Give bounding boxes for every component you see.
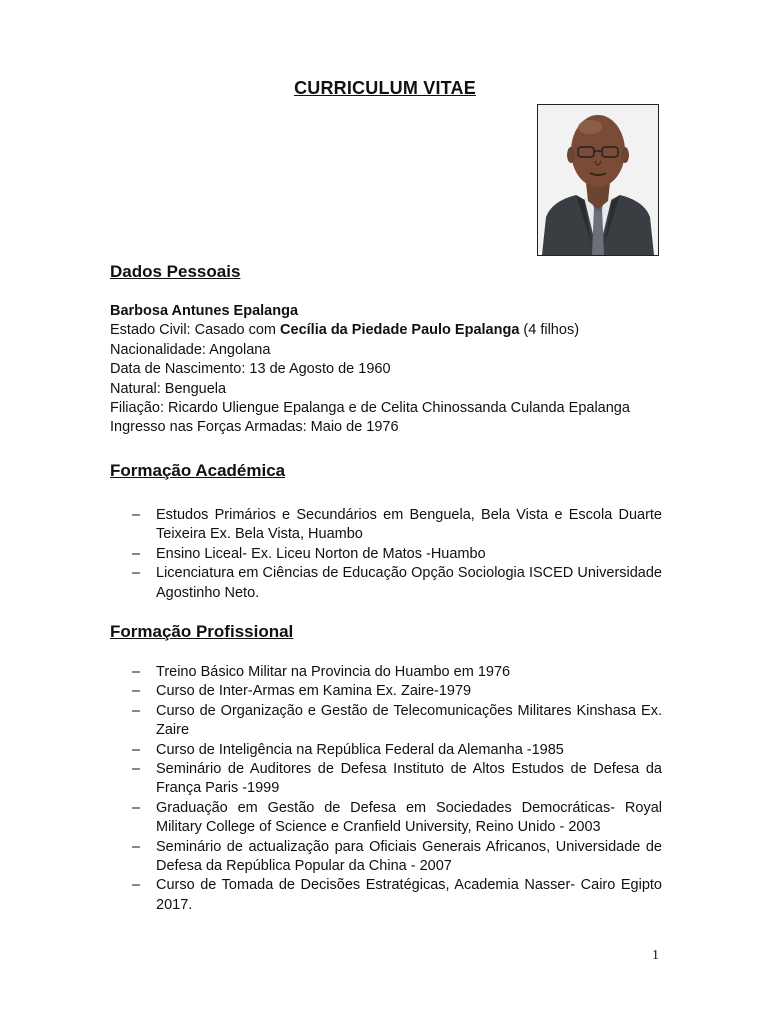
list-item: – Treino Básico Militar na Provincia do Huambo em 1976 [110, 663, 662, 682]
person-name: Barbosa Antunes Epalanga [110, 303, 299, 319]
list-item: – Curso de Inter-Armas em Kamina Ex. Zaire-1979 [110, 682, 662, 701]
document-title: CURRICULUM VITAE [294, 78, 476, 98]
list-item: – Licenciatura em Ciências de Educação Opção Sociologia ISCED Universidade Agostinho Neto. [110, 564, 662, 603]
professional-list-container [110, 663, 662, 915]
list-item: – Curso de Organização e Gestão de Telecomunicações Militares Kinshasa Ex. Zaire [110, 702, 662, 741]
list-item: – Curso de Tomada de Decisões Estratégicas, Academia Nasser- Cairo Egipto 2017. [110, 876, 662, 915]
list-item: – Estudos Primários e Secundários em Benguela, Bela Vista e Escola Duarte Teixeira Ex. Bela Vista, Huambo [110, 506, 662, 545]
section-heading-personal: Dados Pessoais [110, 262, 241, 281]
profile-photo [537, 104, 659, 256]
list-item: – Curso de Inteligência na República Federal da Alemanha -1985 [110, 741, 662, 760]
personal-details [110, 302, 662, 438]
section-heading-professional: Formação Profissional [110, 622, 294, 641]
enlistment-date: Ingresso nas Forças Armadas: Maio de 1976 [110, 419, 399, 436]
parents: Filiação: Ricardo Uliengue Epalanga e de Celita Chinossanda Culanda Epalanga [110, 400, 630, 417]
children-count: (4 filhos) [519, 322, 580, 339]
nationality: Nacionalidade: Angolana [110, 341, 271, 358]
list-item: – Ensino Liceal- Ex. Liceu Norton de Matos -Huambo [110, 545, 662, 564]
list-item: – Graduação em Gestão de Defesa em Sociedades Democráticas- Royal Military College of Science e Cranfield University, Reino Unido - 2003 [110, 799, 662, 838]
civil-status [110, 321, 662, 340]
section-heading-academic: Formação Académica [110, 461, 286, 480]
birthplace: Natural: Benguela [110, 380, 227, 397]
list-item: – Seminário de Auditores de Defesa Instituto de Altos Estudos de Defesa da França Paris -1999 [110, 760, 662, 799]
academic-list [110, 506, 662, 603]
page-number: 1 [652, 948, 659, 963]
professional-list [110, 663, 662, 915]
civil-status-label: Estado Civil: Casado com [110, 322, 281, 339]
list-item: – Seminário de actualização para Oficiais Generais Africanos, Universidade de Defesa da República Popular da China - 2007 [110, 838, 662, 877]
birth-date: Data de Nascimento: 13 de Agosto de 1960 [110, 361, 391, 378]
spouse-name: Cecília da Piedade Paulo Epalanga [280, 322, 520, 339]
academic-list-container [110, 506, 662, 603]
